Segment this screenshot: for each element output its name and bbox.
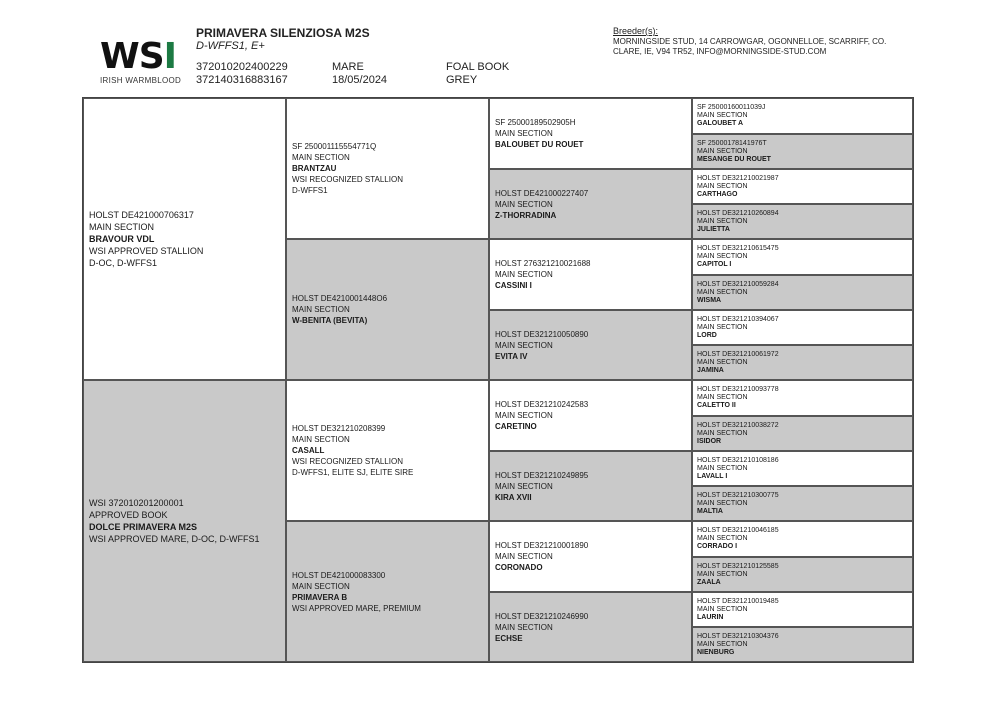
g4-ancestor-cell (692, 345, 913, 380)
ancestor-section: MAIN SECTION (697, 288, 748, 296)
ancestor-section: MAIN SECTION (697, 182, 748, 190)
g4-ancestor-cell (692, 310, 913, 345)
ancestor-id: HOLST DE321210093778 (697, 386, 779, 393)
ancestor-id: HOLST DE321210050890 (495, 329, 589, 339)
g4-ancestor-cell (692, 275, 913, 310)
ancestor-name: CARTHAGO (697, 190, 738, 198)
grandparent-id: HOLST DE321210208399 (292, 424, 386, 433)
ancestor-section: MAIN SECTION (697, 535, 748, 542)
great-grandparent-cell (489, 169, 692, 239)
ancestor-section: MAIN SECTION (495, 129, 553, 138)
wsi-logo (100, 36, 182, 85)
grandparent-cell (286, 98, 489, 239)
g4-ancestor-cell (692, 380, 913, 416)
breeder-line-1: MORNINGSIDE STUD, 14 CARROWGAR, OGONNELLOE, SCARRIFF, CO. (613, 37, 887, 46)
ancestor-id: HOLST DE321210300775 (697, 491, 779, 499)
grandparent-id: HOLST DE4210001448O6 (292, 294, 388, 303)
ancestor-name: ECHSE (495, 633, 523, 643)
ancestor-id: HOLST DE321210001890 (495, 541, 589, 550)
ancestor-name: LAURIN (697, 613, 724, 621)
grandparent-cell (286, 239, 489, 380)
grandparent-section: MAIN SECTION (292, 581, 350, 591)
ancestor-section: MAIN SECTION (697, 499, 748, 507)
great-grandparent-cell (489, 98, 692, 169)
ancestor-section: MAIN SECTION (495, 340, 553, 350)
ancestor-id: HOLST DE421000227407 (495, 188, 589, 198)
grandparent-id: HOLST DE421000083300 (292, 570, 386, 580)
ancestor-section: MAIN SECTION (495, 411, 553, 420)
dam-cell (83, 380, 286, 662)
ancestor-name: MALTIA (697, 507, 723, 515)
ancestor-name: LAVALL I (697, 472, 728, 480)
ancestor-id: HOLST DE321210394067 (697, 315, 779, 323)
ancestor-section: MAIN SECTION (697, 323, 748, 331)
g4-ancestor-cell (692, 521, 913, 557)
ancestor-name: ISIDOR (697, 437, 722, 445)
g4-ancestor-cell (692, 204, 913, 239)
horse-book: FOAL BOOK (446, 61, 510, 73)
grandparent-section: MAIN SECTION (292, 435, 350, 444)
ancestor-section: MAIN SECTION (495, 552, 553, 561)
ancestor-section: MAIN SECTION (697, 464, 748, 472)
horse-sex: MARE (332, 61, 364, 73)
ancestor-id: HOLST DE321210615475 (697, 245, 779, 252)
horse-id-1: 372010202400229 (196, 61, 288, 73)
ancestor-section: MAIN SECTION (697, 147, 748, 155)
ancestor-id: HOLST DE321210046185 (697, 527, 779, 534)
breeder-heading: Breeder(s): (613, 26, 659, 36)
ancestor-id: SF 25000178141976T (697, 139, 767, 147)
ancestor-name: BALOUBET DU ROUET (495, 140, 584, 149)
ancestor-id: HOLST DE321210249895 (495, 470, 589, 480)
g4-ancestor-cell (692, 239, 913, 275)
grandparent-section: MAIN SECTION (292, 153, 350, 162)
ancestor-section: MAIN SECTION (495, 199, 553, 209)
ancestor-name: CORONADO (495, 563, 543, 572)
grandparent-name: BRANTZAU (292, 164, 337, 173)
grandparent-extra-1: WSI APPROVED MARE, PREMIUM (292, 603, 421, 613)
ancestor-id: HOLST DE321210061972 (697, 350, 779, 358)
grandparent-extra-1: WSI RECOGNIZED STALLION (292, 457, 403, 466)
great-grandparent-cell (489, 380, 692, 451)
horse-dob: 18/05/2024 (332, 74, 388, 86)
g4-ancestor-cell (692, 557, 913, 592)
great-grandparent-cell (489, 521, 692, 592)
g4-ancestor-cell (692, 592, 913, 627)
ancestor-section: MAIN SECTION (495, 481, 553, 491)
ancestor-name: CASSINI I (495, 281, 532, 290)
ancestor-name: CAPITOL I (697, 261, 732, 268)
ancestor-section: MAIN SECTION (697, 570, 748, 578)
ancestor-name: KIRA XVII (495, 492, 532, 502)
sire-cell (83, 98, 286, 380)
ancestor-name: EVITA IV (495, 351, 528, 361)
g4-ancestor-cell (692, 486, 913, 521)
ancestor-id: HOLST 276321210021688 (495, 259, 591, 268)
ancestor-name: NIENBURG (697, 648, 735, 656)
ancestor-section: MAIN SECTION (495, 270, 553, 279)
grandparent-cell (286, 521, 489, 662)
ancestor-section: MAIN SECTION (697, 112, 748, 119)
ancestor-id: SF 25000160011039J (697, 104, 766, 111)
grandparent-name: PRIMAVERA B (292, 592, 348, 602)
ancestor-name: JAMINA (697, 366, 724, 374)
wsi-logo-subtitle: IRISH WARMBLOOD (100, 76, 182, 85)
ancestor-section: MAIN SECTION (697, 217, 748, 225)
ancestor-id: HOLST DE321210246990 (495, 611, 589, 621)
ancestor-id: HOLST DE321210019485 (697, 597, 779, 605)
dam-section: APPROVED BOOK (89, 510, 168, 520)
ancestor-id: HOLST DE321210242583 (495, 400, 589, 409)
ancestor-name: MESANGE DU ROUET (697, 155, 771, 163)
ancestor-section: MAIN SECTION (697, 640, 748, 648)
ancestor-id: HOLST DE321210260894 (697, 209, 779, 217)
sire-id: HOLST DE421000706317 (89, 210, 194, 220)
ancestor-id: HOLST DE321210021987 (697, 174, 779, 182)
ancestor-name: CORRADO I (697, 543, 738, 550)
g4-ancestor-cell (692, 627, 913, 662)
grandparent-cell (286, 380, 489, 521)
ancestor-name: CARETINO (495, 422, 537, 431)
ancestor-name: ZAALA (697, 578, 721, 586)
breeder-line-2: CLARE, IE, V94 TR52, INFO@MORNINGSIDE-STUD.COM (613, 47, 827, 56)
ancestor-section: MAIN SECTION (697, 429, 748, 437)
g4-ancestor-cell (692, 451, 913, 486)
grandparent-name: CASALL (292, 446, 325, 455)
ancestor-id: HOLST DE321210125585 (697, 562, 779, 570)
grandparent-name: W-BENITA (BEVITA) (292, 316, 368, 325)
ancestor-section: MAIN SECTION (697, 358, 748, 366)
ancestor-name: WISMA (697, 296, 722, 304)
ancestor-name: CALETTO II (697, 402, 736, 409)
great-grandparent-cell (489, 592, 692, 662)
ancestor-name: GALOUBET A (697, 120, 744, 127)
g4-ancestor-cell (692, 98, 913, 134)
great-grandparent-cell (489, 310, 692, 380)
g4-ancestor-cell (692, 169, 913, 204)
dam-id: WSI 372010201200001 (89, 498, 184, 508)
pedigree-table (82, 97, 914, 663)
horse-colour: GREY (446, 74, 478, 86)
grandparent-extra-1: WSI RECOGNIZED STALLION (292, 175, 403, 184)
ancestor-name: JULIETTA (697, 225, 730, 233)
grandparent-extra-2: D-WFFS1, ELITE SJ, ELITE SIRE (292, 468, 414, 477)
grandparent-section: MAIN SECTION (292, 305, 350, 314)
ancestor-name: Z-THORRADINA (495, 210, 557, 220)
sire-section: MAIN SECTION (89, 222, 155, 232)
great-grandparent-cell (489, 451, 692, 521)
grandparent-extra-2: D-WFFS1 (292, 186, 328, 195)
great-grandparent-cell (489, 239, 692, 310)
sire-name: BRAVOUR VDL (89, 234, 155, 244)
dam-extra-1: WSI APPROVED MARE, D-OC, D-WFFS1 (89, 534, 260, 544)
ancestor-id: HOLST DE321210304376 (697, 632, 779, 640)
ancestor-id: HOLST DE321210059284 (697, 280, 779, 288)
dam-name: DOLCE PRIMAVERA M2S (89, 522, 198, 532)
sire-extra-1: WSI APPROVED STALLION (89, 246, 204, 256)
ancestor-section: MAIN SECTION (697, 605, 748, 613)
horse-qualifiers: D-WFFS1, E+ (196, 40, 265, 52)
ancestor-id: HOLST DE321210108186 (697, 456, 779, 464)
ancestor-section: MAIN SECTION (697, 253, 748, 260)
horse-name: PRIMAVERA SILENZIOSA M2S (196, 26, 370, 40)
ancestor-id: SF 25000189502905H (495, 118, 576, 127)
ancestor-name: LORD (697, 331, 717, 339)
wsi-logo-mark: WSI (100, 36, 177, 77)
grandparent-id: SF 250001115554771Q (292, 142, 377, 151)
ancestor-section: MAIN SECTION (697, 394, 748, 401)
horse-id-2: 372140316883167 (196, 74, 288, 86)
g4-ancestor-cell (692, 416, 913, 451)
g4-ancestor-cell (692, 134, 913, 169)
sire-extra-2: D-OC, D-WFFS1 (89, 258, 157, 268)
ancestor-id: HOLST DE321210038272 (697, 421, 779, 429)
ancestor-section: MAIN SECTION (495, 622, 553, 632)
